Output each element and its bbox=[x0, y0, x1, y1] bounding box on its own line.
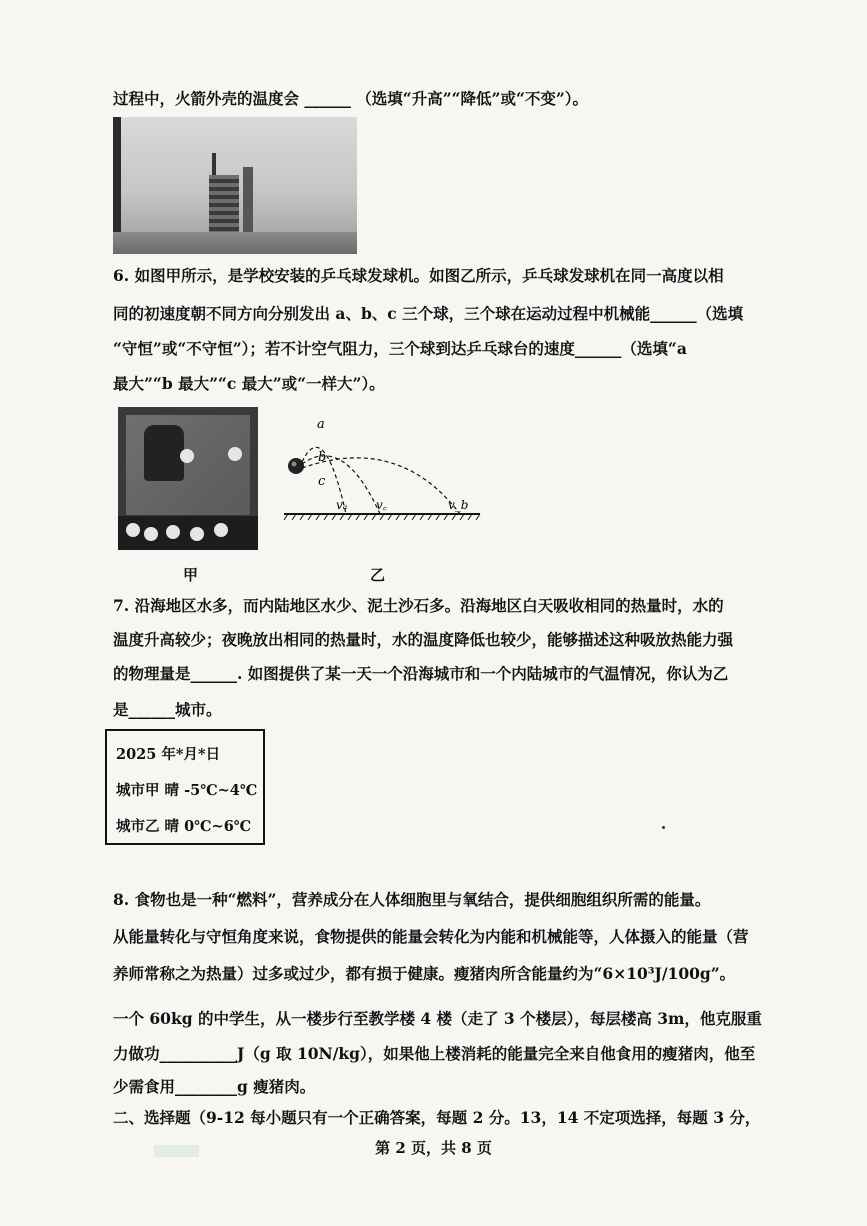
label-c: c bbox=[318, 474, 326, 489]
q8-line-5: 力做功__________J（g 取 10N/kg），如果他上楼消耗的能量完全来自他食用的瘦猪肉，他至 bbox=[113, 1044, 756, 1063]
rocket-launch-photo bbox=[113, 117, 357, 254]
q6-line-4: 最大”“b 最大”“c 最大”或“一样大”）。 bbox=[113, 374, 385, 393]
q8-line-3: 养师常称之为热量）过多或过少，都有损于健康。瘦猪肉所含能量约为“6×10³J/100g”。 bbox=[113, 964, 736, 983]
q7-line-1: 7. 沿海地区水多，而内陆地区水少、泥土沙石多。沿海地区白天吸收相同的热量时，水的 bbox=[113, 596, 724, 615]
ping-pong-ball bbox=[126, 523, 140, 537]
label-vc: v꜀ bbox=[376, 498, 387, 512]
ping-pong-ball bbox=[144, 527, 158, 541]
q8-line-4: 一个 60kg 的中学生，从一楼步行至教学楼 4 楼（走了 3 个楼层），每层楼高 3m，他克服重 bbox=[113, 1009, 762, 1028]
caption-yi: 乙 bbox=[370, 566, 386, 584]
q8-line-1: 8. 食物也是一种“燃料”，营养成分在人体细胞里与氧结合，提供细胞组织所需的能量。 bbox=[113, 890, 711, 909]
label-vb: v_b bbox=[448, 498, 469, 512]
launch-point-ball bbox=[288, 458, 304, 474]
machine-head bbox=[144, 425, 184, 481]
weather-info-box bbox=[105, 729, 265, 845]
weather-city-b: 城市乙 晴 0℃~6℃ bbox=[116, 818, 252, 835]
q7-line-4: 是______城市。 bbox=[113, 700, 222, 719]
q8-line-2: 从能量转化与守恒角度来说，食物提供的能量会转化为内能和机械能等，人体摄入的能量（营 bbox=[113, 927, 749, 946]
ping-pong-ball bbox=[180, 449, 194, 463]
label-va: vₐ bbox=[336, 498, 348, 512]
q7-line-2: 温度升高较少；夜晚放出相同的热量时，水的温度降低也较少，能够描述这种吸放热能力强 bbox=[113, 630, 734, 649]
label-b: b bbox=[318, 450, 327, 465]
q6-line-3: “守恒”或“不守恒”）；若不计空气阻力，三个球到达乒乓球台的速度______（选填“a bbox=[113, 339, 687, 358]
launch-tower bbox=[209, 175, 239, 239]
ping-pong-ball bbox=[214, 523, 228, 537]
trajectory-diagram bbox=[284, 414, 484, 522]
label-a: a bbox=[317, 417, 325, 432]
q8-line-6: 少需食用________g 瘦猪肉。 bbox=[113, 1077, 316, 1096]
page-footer: 第 2 页，共 8 页 bbox=[375, 1139, 492, 1157]
q6-line-1: 6. 如图甲所示，是学校安装的乒乓球发球机。如图乙所示，乒乓球发球机在同一高度以相 bbox=[113, 266, 724, 285]
section-2-heading: 二、选择题（9-12 每小题只有一个正确答案，每题 2 分。13，14 不定项选择，每题 3 分， bbox=[113, 1108, 761, 1127]
launch-pad-ground bbox=[113, 232, 357, 254]
q7-line-3: 的物理量是______. 如图提供了某一天一个沿海城市和一个内陆城市的气温情况，你认为乙 bbox=[113, 664, 729, 683]
ping-pong-ball bbox=[190, 527, 204, 541]
weather-city-a: 城市甲 晴 -5℃~4℃ bbox=[116, 782, 258, 799]
q5-line-1: 过程中，火箭外壳的温度会 ______ （选填“升高”“降低”或“不变”）。 bbox=[113, 89, 589, 108]
ball-highlight bbox=[292, 462, 297, 467]
weather-date: 2025 年*月*日 bbox=[116, 746, 221, 763]
stray-mark bbox=[662, 826, 665, 829]
serving-machine-photo bbox=[118, 407, 258, 550]
q6-line-2: 同的初速度朝不同方向分别发出 a、b、c 三个球，三个球在运动过程中机械能______（选填 bbox=[113, 304, 744, 323]
caption-jia: 甲 bbox=[183, 566, 199, 584]
ping-pong-ball bbox=[228, 447, 242, 461]
ping-pong-ball bbox=[166, 525, 180, 539]
